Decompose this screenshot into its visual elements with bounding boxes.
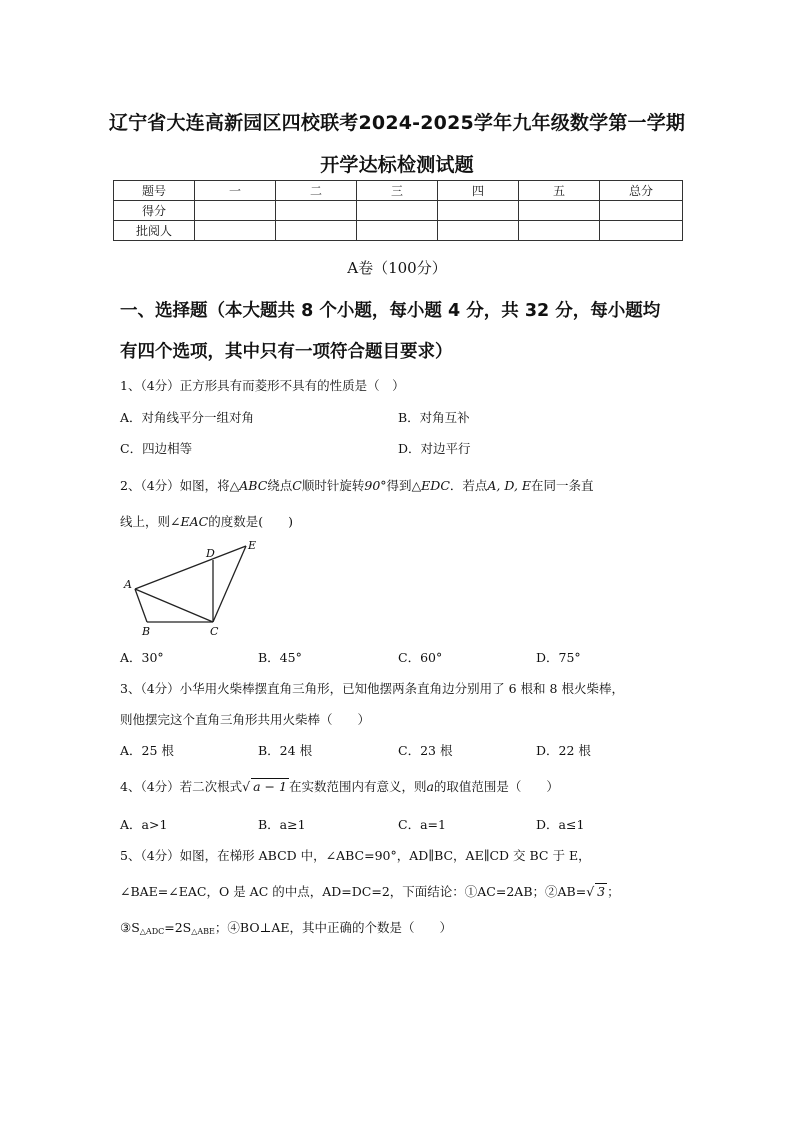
q4-text: 在实数范围内有意义，则 <box>288 779 427 794</box>
q2-text: 顺时针旋转 <box>301 478 365 493</box>
label-a: A <box>124 578 132 591</box>
q5-subscript: △ABE <box>191 927 215 936</box>
segment-ae <box>135 546 246 589</box>
q5-subscript: △ADC <box>139 927 165 936</box>
q2-text: 在同一条直 <box>531 478 594 493</box>
q2-option-a: A．30° <box>120 650 164 665</box>
q2-option-b: B．45° <box>258 650 302 665</box>
q3-option-b: B．24 根 <box>258 743 313 758</box>
q2-text: 2、（4分）如图，将 <box>120 478 230 493</box>
volume-label: A卷（100分） <box>347 259 447 277</box>
q1-stem: 1、（4分）正方形具有而菱形不具有的性质是（ ） <box>120 378 405 393</box>
q4-option-b: B．a≥1 <box>258 817 306 832</box>
q2-angle-eac: ∠EAC <box>170 514 209 529</box>
q2-text: 线上，则 <box>120 514 171 529</box>
section1-heading-line1: 一、选择题（本大题共 8 个小题，每小题 4 分，共 32 分，每小题均 <box>120 301 661 321</box>
score-cell <box>600 221 683 241</box>
q2-triangle-abc: △ABC <box>229 478 268 493</box>
section1-heading-line2: 有四个选项，其中只有一项符合题目要求） <box>120 342 453 362</box>
q1-option-b: B．对角互补 <box>398 410 470 425</box>
q4-option-d: D．a≤1 <box>536 817 585 832</box>
q2-option-c: C．60° <box>398 650 443 665</box>
q5-radicand: 3 <box>597 884 606 899</box>
score-cell <box>357 221 438 241</box>
score-cell <box>519 221 600 241</box>
q4-text: 的取值范围是（ ） <box>433 779 559 794</box>
q5-stem-line1: 5、（4分）如图，在梯形 ABCD 中，∠ABC=90°，AD∥BC，AE∥CD 交 BC 于 E， <box>120 848 591 863</box>
q5-stem-line2: ∠BAE=∠EAC，O 是 AC 的中点，AD=DC=2，下面结论：①AC=2AB；②AB=√ 3 ； <box>120 884 620 899</box>
score-cell <box>519 201 600 221</box>
q2-triangle-edc: △EDC <box>411 478 450 493</box>
q4-text: 4、（4分）若二次根式 <box>120 779 243 794</box>
q5-text: ；④BO⊥AE，其中正确的个数是（ ） <box>214 920 452 935</box>
score-cell <box>276 201 357 221</box>
score-table-header-row <box>114 181 683 201</box>
score-header-cell: 题号 <box>114 181 195 201</box>
q4-option-c: C．a=1 <box>398 817 446 832</box>
q2-stem-line2 <box>120 512 680 530</box>
label-c: C <box>210 625 219 638</box>
q2-text: 得到 <box>386 478 412 493</box>
q3-stem-line2: 则他摆完这个直角三角形共用火柴棒（ ） <box>120 712 371 727</box>
label-e: E <box>248 539 257 552</box>
score-table-row <box>114 201 683 221</box>
score-cell <box>195 201 276 221</box>
q4-stem: 4、（4分）若二次根式√ a − 1 在实数范围内有意义，则a的取值范围是（ ） <box>120 779 559 794</box>
q5-text: ③S <box>120 920 140 935</box>
score-cell <box>276 221 357 241</box>
q2-geometry-figure <box>118 538 268 638</box>
score-header-cell: 总分 <box>600 181 683 201</box>
q3-stem-line1: 3、（4分）小华用火柴棒摆直角三角形，已知他摆两条直角边分别用了 6 根和 8 根火柴棒， <box>120 681 624 696</box>
score-cell <box>357 201 438 221</box>
score-cell <box>600 201 683 221</box>
score-table <box>113 180 683 241</box>
exam-title-line1: 辽宁省大连高新园区四校联考2024-2025学年九年级数学第一学期 <box>108 112 686 134</box>
q1-option-a: A．对角线平分一组对角 <box>120 410 255 425</box>
q2-text: 的度数是( ) <box>208 514 293 529</box>
score-header-cell: 五 <box>519 181 600 201</box>
score-cell <box>195 221 276 241</box>
q4-radicand: a − 1 <box>253 779 287 794</box>
score-header-cell: 一 <box>195 181 276 201</box>
q4-var: a <box>426 779 434 794</box>
score-header-cell: 三 <box>357 181 438 201</box>
q2-text: ．若点 <box>449 478 488 493</box>
q2-text: 绕点 <box>267 478 293 493</box>
q1-option-d: D．对边平行 <box>398 441 471 456</box>
score-row-label: 批阅人 <box>114 221 195 241</box>
q2-option-d: D．75° <box>536 650 581 665</box>
score-cell <box>438 221 519 241</box>
label-d: D <box>206 547 215 560</box>
score-row-label: 得分 <box>114 201 195 221</box>
segment-ac <box>135 589 213 622</box>
score-header-cell: 二 <box>276 181 357 201</box>
exam-title-line2: 开学达标检测试题 <box>320 154 474 176</box>
q5-text: =2S <box>164 920 192 935</box>
score-table-row <box>114 221 683 241</box>
q5-text: ∠BAE=∠EAC，O 是 AC 的中点，AD=DC=2，下面结论：①AC=2AB；②AB= <box>120 884 587 899</box>
q2-point-c: C <box>292 478 302 493</box>
q3-option-c: C．23 根 <box>398 743 453 758</box>
q2-angle: 90° <box>364 478 387 493</box>
q2-stem-line1 <box>120 476 680 494</box>
q4-option-a: A．a>1 <box>120 817 168 832</box>
label-b: B <box>142 625 151 638</box>
q1-option-c: C．四边相等 <box>120 441 193 456</box>
score-header-cell: 四 <box>438 181 519 201</box>
q3-option-d: D．22 根 <box>536 743 591 758</box>
q5-stem-line3 <box>120 918 680 936</box>
q3-option-a: A．25 根 <box>120 743 174 758</box>
q5-text: ； <box>607 884 620 899</box>
q2-points-ade: A, D, E <box>487 478 532 493</box>
score-cell <box>438 201 519 221</box>
